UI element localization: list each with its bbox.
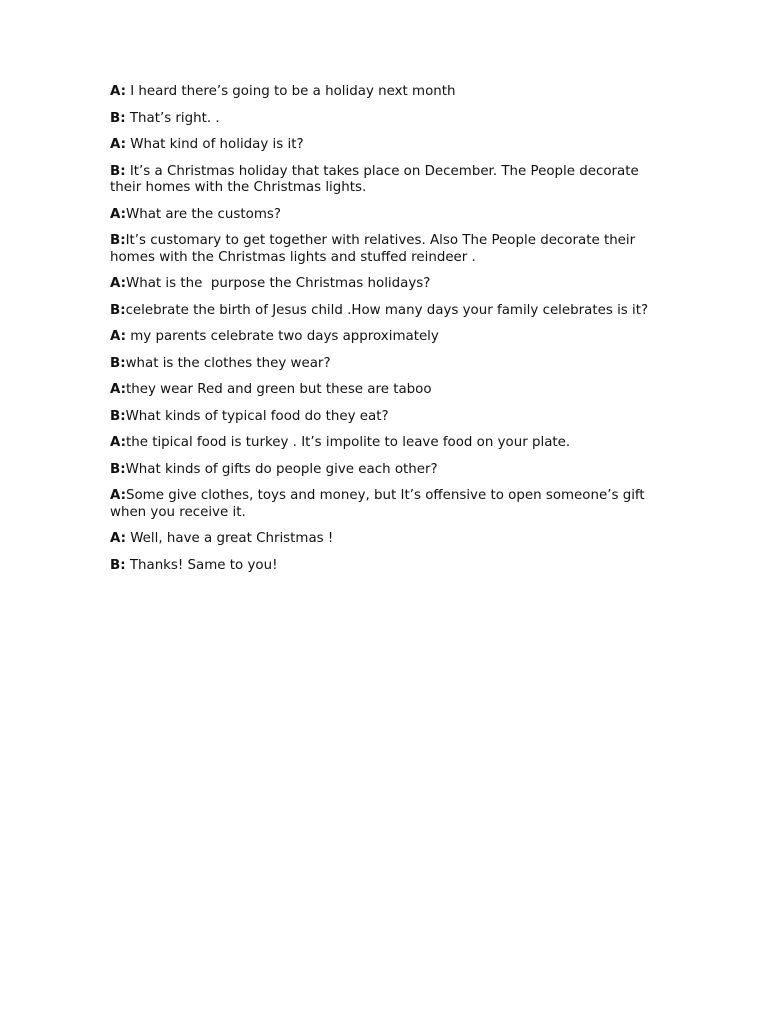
dialogue-line (110, 303, 660, 320)
speaker-label: B: (110, 355, 126, 371)
speaker-label: A: (110, 435, 126, 450)
line-text: they wear Red and green but these are taboo (125, 382, 432, 397)
speaker-label: A: (110, 488, 126, 503)
line-text: What is the purpose the Christmas holidays? (125, 276, 431, 291)
dialogue-line (110, 111, 660, 128)
dialogue-line (110, 164, 660, 197)
line-text: That’s right. . (125, 110, 220, 126)
dialogue-line (110, 233, 660, 266)
line-text: It’s customary to get together with relatives. Also The People decorate their homes with the Christmas lights and stuffed reindeer . (110, 233, 640, 265)
speaker-label: A: (110, 382, 126, 397)
line-text: Thanks! Same to you! (125, 557, 278, 573)
line-text: what is the clothes they wear? (125, 355, 331, 371)
line-text: What kinds of typical food do they eat? (125, 408, 389, 424)
speaker-label: A: (110, 276, 126, 291)
dialogue-line (110, 531, 660, 548)
line-text: celebrate the birth of Jesus child .How many days your family celebrates is it? (125, 302, 649, 318)
line-text: I heard there’s going to be a holiday next month (125, 84, 456, 99)
dialogue-line (110, 137, 660, 154)
line-text: What kind of holiday is it? (125, 137, 304, 152)
speaker-label: A: (110, 329, 126, 344)
line-text: the tipical food is turkey . It’s impolite to leave food on your plate. (125, 435, 571, 450)
line-text: Some give clothes, toys and money, but It’s offensive to open someone’s gift when you receive it. (110, 488, 649, 520)
dialogue-line (110, 382, 660, 399)
dialogue-line (110, 409, 660, 426)
dialogue-line (110, 435, 660, 452)
line-text: What kinds of gifts do people give each other? (125, 461, 438, 477)
speaker-label: B: (110, 408, 126, 424)
line-text: It’s a Christmas holiday that takes place on December. The People decorate their homes with the Christmas lights. (110, 163, 644, 195)
line-text: my parents celebrate two days approximately (125, 329, 439, 344)
line-text: Well, have a great Christmas ! (125, 531, 334, 546)
dialogue-line (110, 207, 660, 224)
dialogue-line (110, 488, 660, 521)
speaker-label: B: (110, 461, 126, 477)
dialogue-line (110, 276, 660, 293)
dialogue-line (110, 356, 660, 373)
speaker-label: B: (110, 110, 126, 126)
dialogue-line (110, 558, 660, 575)
dialogue (110, 84, 660, 584)
dialogue-line (110, 462, 660, 479)
speaker-label: A: (110, 531, 126, 546)
dialogue-line (110, 329, 660, 346)
speaker-label: A: (110, 84, 126, 99)
dialogue-line (110, 84, 660, 101)
speaker-label: A: (110, 137, 126, 152)
speaker-label: B: (110, 302, 126, 318)
speaker-label: B: (110, 557, 126, 573)
speaker-label: A: (110, 206, 126, 222)
speaker-label: B: (110, 163, 126, 179)
speaker-label: B: (110, 233, 126, 248)
line-text: What are the customs? (125, 206, 281, 222)
